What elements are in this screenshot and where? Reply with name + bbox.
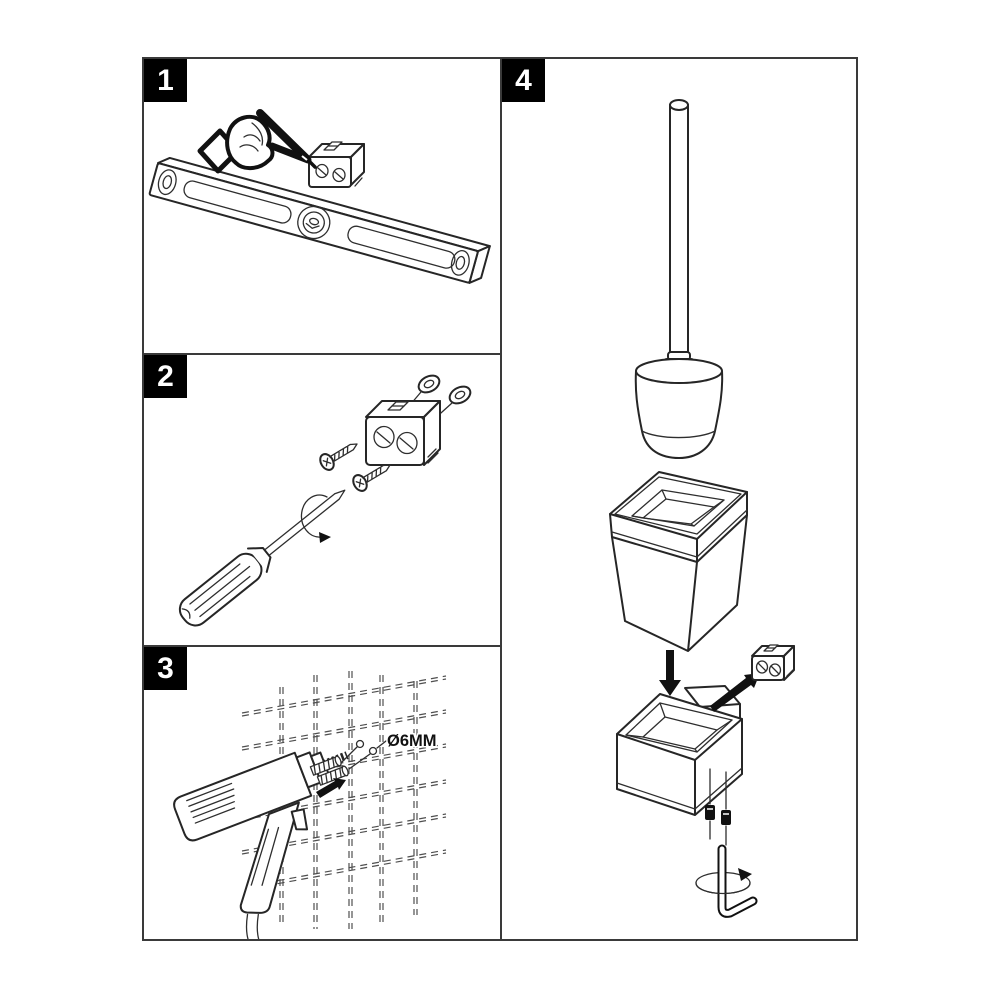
panel-step-2: [144, 355, 500, 645]
screwdriver: [175, 478, 355, 630]
figure-frame: [142, 57, 858, 941]
brush-cup: [610, 472, 747, 651]
mounting-bracket: [366, 401, 440, 465]
panel-step-4: [502, 59, 856, 939]
toilet-brush: [636, 100, 722, 458]
step-1-badge: [144, 59, 187, 102]
wall-holder: [617, 686, 742, 815]
step-1-number: 1: [157, 64, 174, 97]
down-arrow: [659, 650, 681, 696]
step-2-badge: [144, 355, 187, 398]
step-2-number: 2: [157, 360, 174, 393]
step-4-number: 4: [515, 64, 532, 97]
panel-step-3: [144, 647, 500, 939]
step-1-drawing: [144, 59, 500, 353]
mounting-bracket: [309, 142, 364, 187]
step-3-badge: [144, 647, 187, 690]
step-3-number: 3: [157, 652, 174, 685]
step-2-drawing: [144, 355, 500, 645]
step-3-drawing: [144, 647, 500, 939]
drill-holes: [341, 741, 386, 770]
electric-drill: [172, 736, 402, 939]
hand-with-pencil: [200, 113, 315, 171]
step-4-drawing: [502, 59, 856, 939]
step-4-badge: [502, 59, 545, 102]
hex-key: [722, 849, 753, 913]
panel-step-1: [144, 59, 500, 353]
rotation-arrow: [301, 495, 331, 543]
hole-diameter-label: Ø6MM: [387, 732, 437, 750]
mounting-bracket: [752, 645, 794, 680]
